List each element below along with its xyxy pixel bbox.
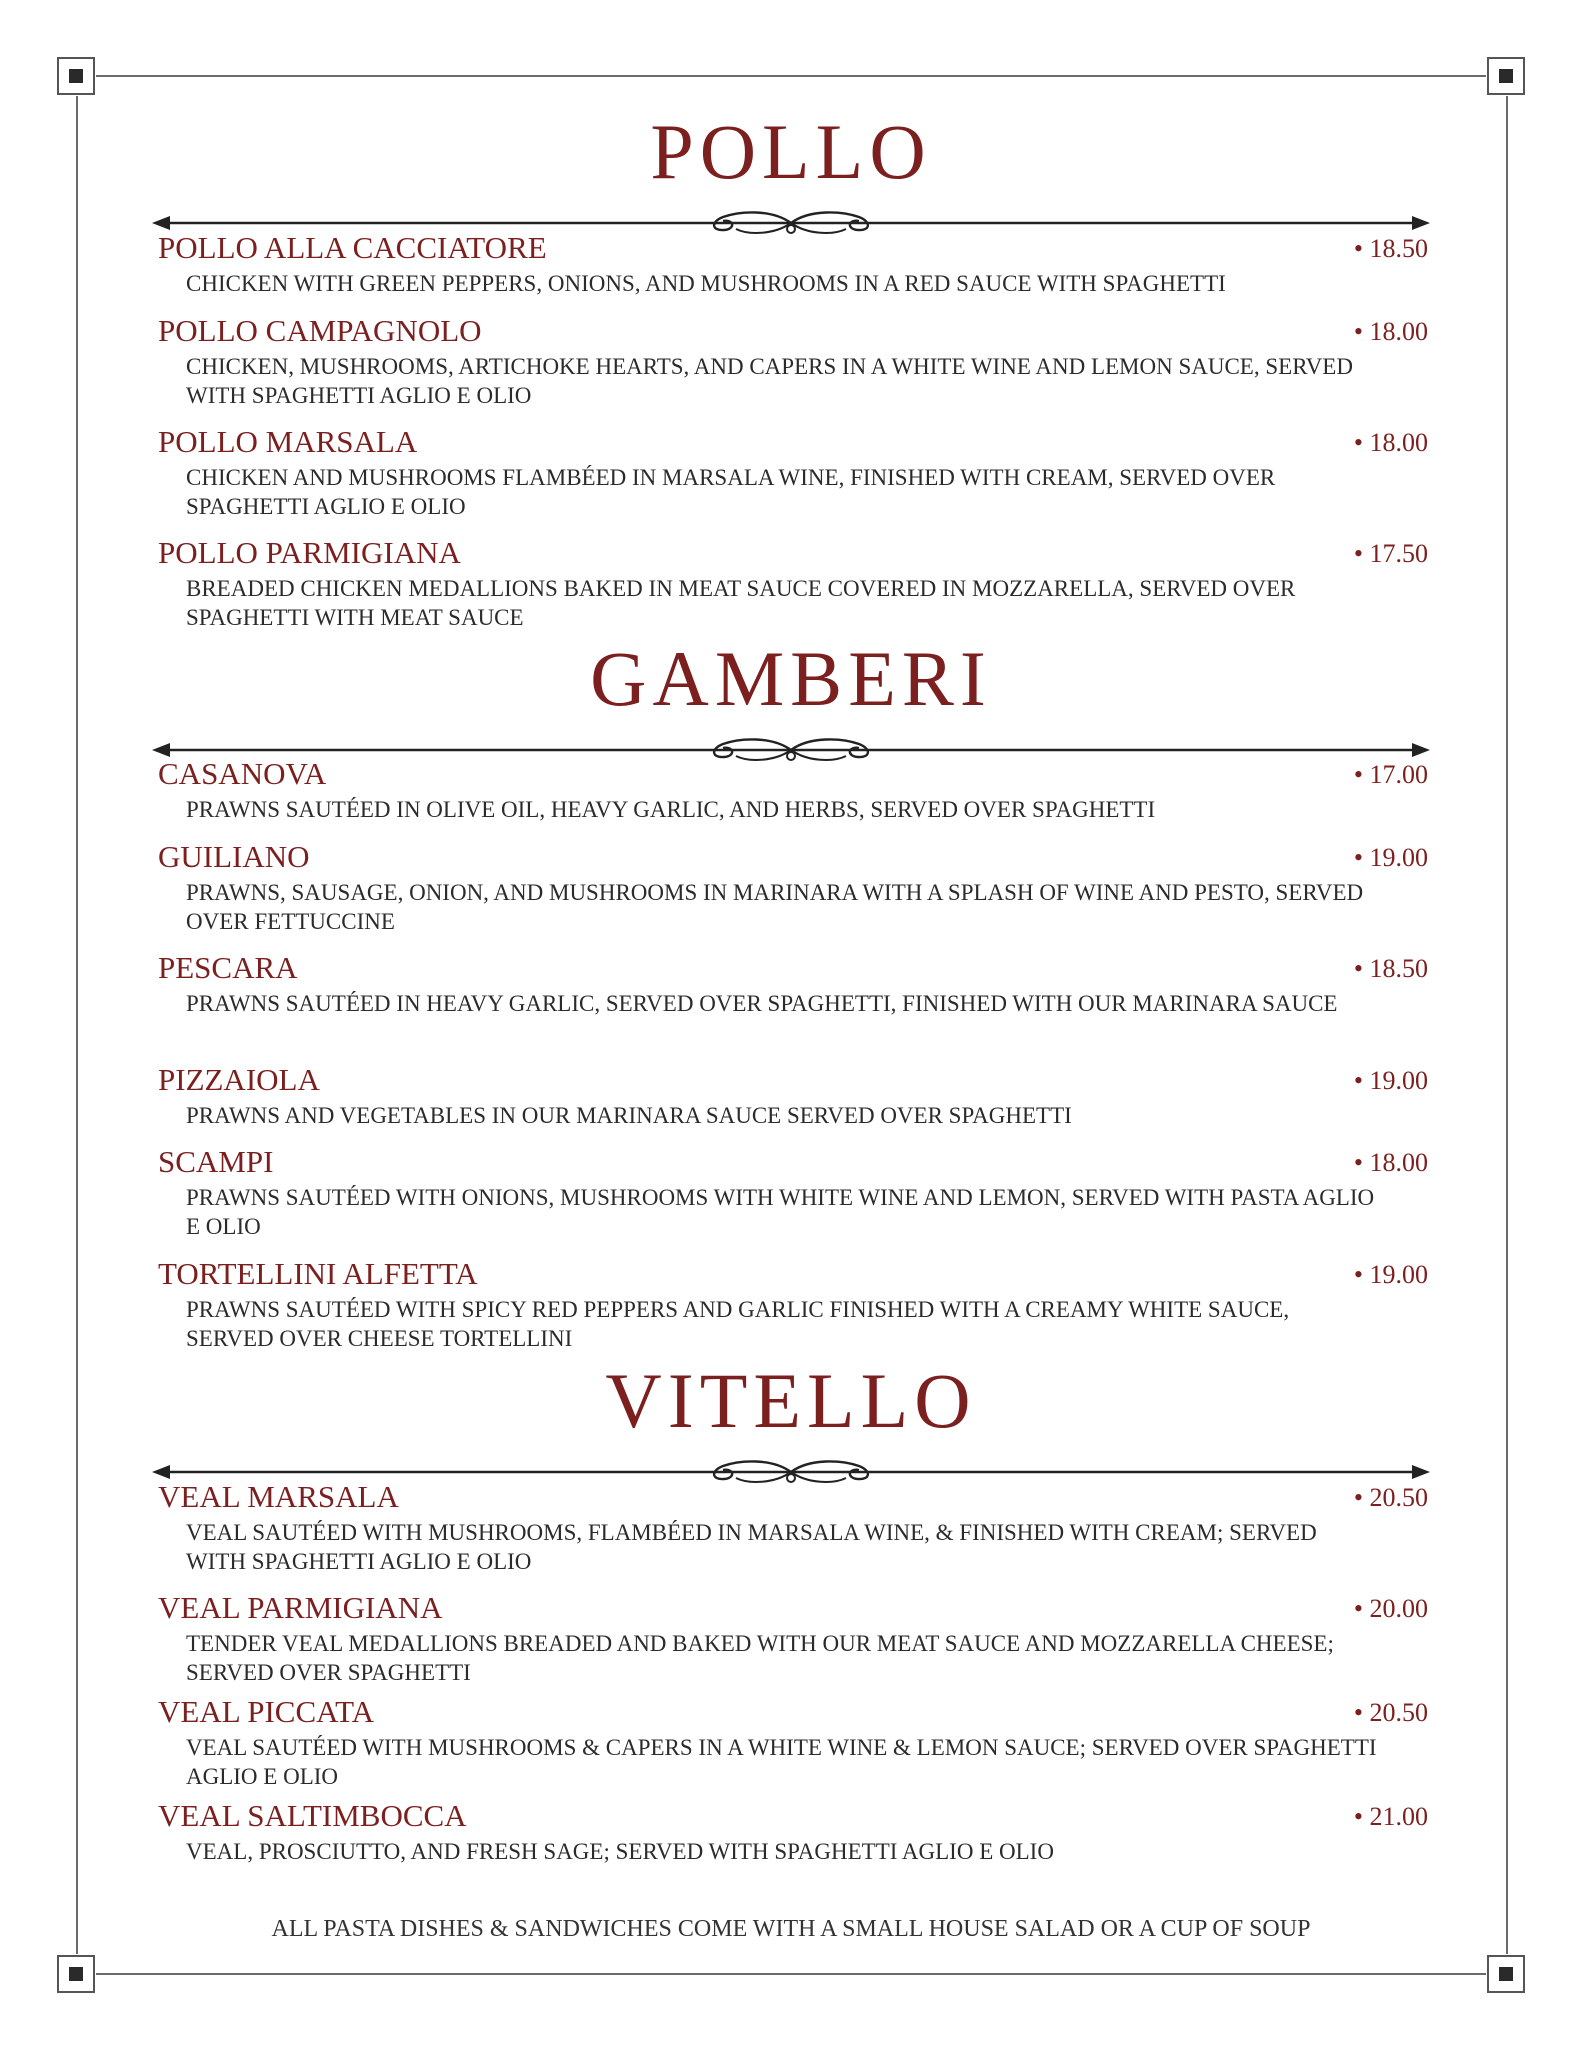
menu-item	[158, 1146, 1428, 1241]
frame-right-line	[1506, 96, 1508, 1954]
item-name: POLLO MARSALA	[158, 424, 418, 459]
item-price: • 21.00	[1353, 1802, 1428, 1831]
item-price: • 18.50	[1353, 954, 1428, 983]
item-price: • 17.50	[1353, 539, 1428, 568]
item-name: GUILIANO	[158, 839, 310, 874]
frame-left-line	[76, 96, 78, 1954]
item-name: VEAL PARMIGIANA	[158, 1590, 443, 1625]
menu-item	[158, 315, 1428, 410]
item-description: CHICKEN WITH GREEN PEPPERS, ONIONS, AND MUSHROOMS IN A RED SAUCE WITH SPAGHETTI	[186, 271, 1226, 296]
item-name: TORTELLINI ALFETTA	[158, 1256, 478, 1291]
item-description: CHICKEN, MUSHROOMS, ARTICHOKE HEARTS, AND CAPERS IN A WHITE WINE AND LEMON SAUCE, SERVED WITH SPAGHETTI AGLIO E OLIO	[186, 354, 1353, 408]
item-price: • 19.00	[1353, 1260, 1428, 1289]
menu-item	[158, 1258, 1428, 1353]
item-price: • 19.00	[1353, 1066, 1428, 1095]
item-price: • 17.00	[1353, 760, 1428, 789]
item-description: VEAL SAUTÉED WITH MUSHROOMS & CAPERS IN A WHITE WINE & LEMON SAUCE; SERVED OVER SPAGHETTI AGLIO E OLIO	[186, 1735, 1377, 1789]
item-name: CASANOVA	[158, 756, 327, 791]
menu-item	[158, 232, 1428, 298]
corner-ornament-bottom-right	[1487, 1955, 1525, 1993]
item-price: • 20.50	[1353, 1698, 1428, 1727]
corner-ornament-top-left	[57, 57, 95, 95]
section-title: POLLO	[650, 108, 932, 195]
item-description: TENDER VEAL MEDALLIONS BREADED AND BAKED WITH OUR MEAT SAUCE AND MOZZARELLA CHEESE; SERVED OVER SPAGHETTI	[186, 1631, 1334, 1685]
menu-item	[158, 841, 1428, 936]
corner-ornament-top-right	[1487, 57, 1525, 95]
menu-item	[158, 1696, 1428, 1791]
footer-note: ALL PASTA DISHES & SANDWICHES COME WITH A SMALL HOUSE SALAD OR A CUP OF SOUP	[271, 1916, 1311, 1942]
item-name: SCAMPI	[158, 1144, 274, 1179]
item-description: PRAWNS SAUTÉED IN OLIVE OIL, HEAVY GARLIC, AND HERBS, SERVED OVER SPAGHETTI	[186, 797, 1156, 822]
item-name: POLLO CAMPAGNOLO	[158, 313, 482, 348]
item-description: VEAL, PROSCIUTTO, AND FRESH SAGE; SERVED WITH SPAGHETTI AGLIO E OLIO	[186, 1839, 1054, 1864]
menu-item	[158, 1481, 1428, 1576]
item-name: VEAL MARSALA	[158, 1479, 399, 1514]
menu-item	[158, 952, 1428, 1018]
frame-top-line	[96, 75, 1486, 77]
item-description: PRAWNS SAUTÉED IN HEAVY GARLIC, SERVED OVER SPAGHETTI, FINISHED WITH OUR MARINARA SAUCE	[186, 991, 1338, 1016]
item-name: VEAL SALTIMBOCCA	[158, 1798, 467, 1833]
item-name: VEAL PICCATA	[158, 1694, 374, 1729]
frame-bottom-line	[96, 1973, 1486, 1975]
section-title: GAMBERI	[590, 635, 992, 722]
menu-item	[158, 537, 1428, 632]
item-price: • 19.00	[1353, 843, 1428, 872]
item-description: VEAL SAUTÉED WITH MUSHROOMS, FLAMBÉED IN MARSALA WINE, & FINISHED WITH CREAM; SERVED WITH SPAGHETTI AGLIO E OLIO	[186, 1520, 1317, 1574]
item-name: PESCARA	[158, 950, 298, 985]
item-name: PIZZAIOLA	[158, 1062, 320, 1097]
item-price: • 20.00	[1353, 1594, 1428, 1623]
menu-item	[158, 1592, 1428, 1687]
item-description: PRAWNS SAUTÉED WITH SPICY RED PEPPERS AND GARLIC FINISHED WITH A CREAMY WHITE SAUCE, SERVED OVER CHEESE TORTELLINI	[186, 1297, 1290, 1351]
item-name: POLLO ALLA CACCIATORE	[158, 230, 547, 265]
item-price: • 18.00	[1353, 317, 1428, 346]
item-description: PRAWNS AND VEGETABLES IN OUR MARINARA SAUCE SERVED OVER SPAGHETTI	[186, 1103, 1072, 1128]
item-description: BREADED CHICKEN MEDALLIONS BAKED IN MEAT SAUCE COVERED IN MOZZARELLA, SERVED OVER SPAGHETTI WITH MEAT SAUCE	[186, 576, 1296, 630]
item-name: POLLO PARMIGIANA	[158, 535, 461, 570]
menu-item	[158, 1064, 1428, 1130]
item-description: PRAWNS SAUTÉED WITH ONIONS, MUSHROOMS WITH WHITE WINE AND LEMON, SERVED WITH PASTA AGLIO E OLIO	[186, 1185, 1375, 1239]
menu-item	[158, 758, 1428, 824]
section-title: VITELLO	[605, 1357, 977, 1444]
item-description: PRAWNS, SAUSAGE, ONION, AND MUSHROOMS IN MARINARA WITH A SPLASH OF WINE AND PESTO, SERVED OVER FETTUCCINE	[186, 880, 1364, 934]
item-price: • 18.50	[1353, 234, 1428, 263]
corner-ornament-bottom-left	[57, 1955, 95, 1993]
item-description: CHICKEN AND MUSHROOMS FLAMBÉED IN MARSALA WINE, FINISHED WITH CREAM, SERVED OVER SPAGHETTI AGLIO E OLIO	[186, 465, 1276, 519]
menu-item	[158, 1800, 1428, 1866]
item-price: • 18.00	[1353, 428, 1428, 457]
menu-item	[158, 426, 1428, 521]
item-price: • 20.50	[1353, 1483, 1428, 1512]
item-price: • 18.00	[1353, 1148, 1428, 1177]
